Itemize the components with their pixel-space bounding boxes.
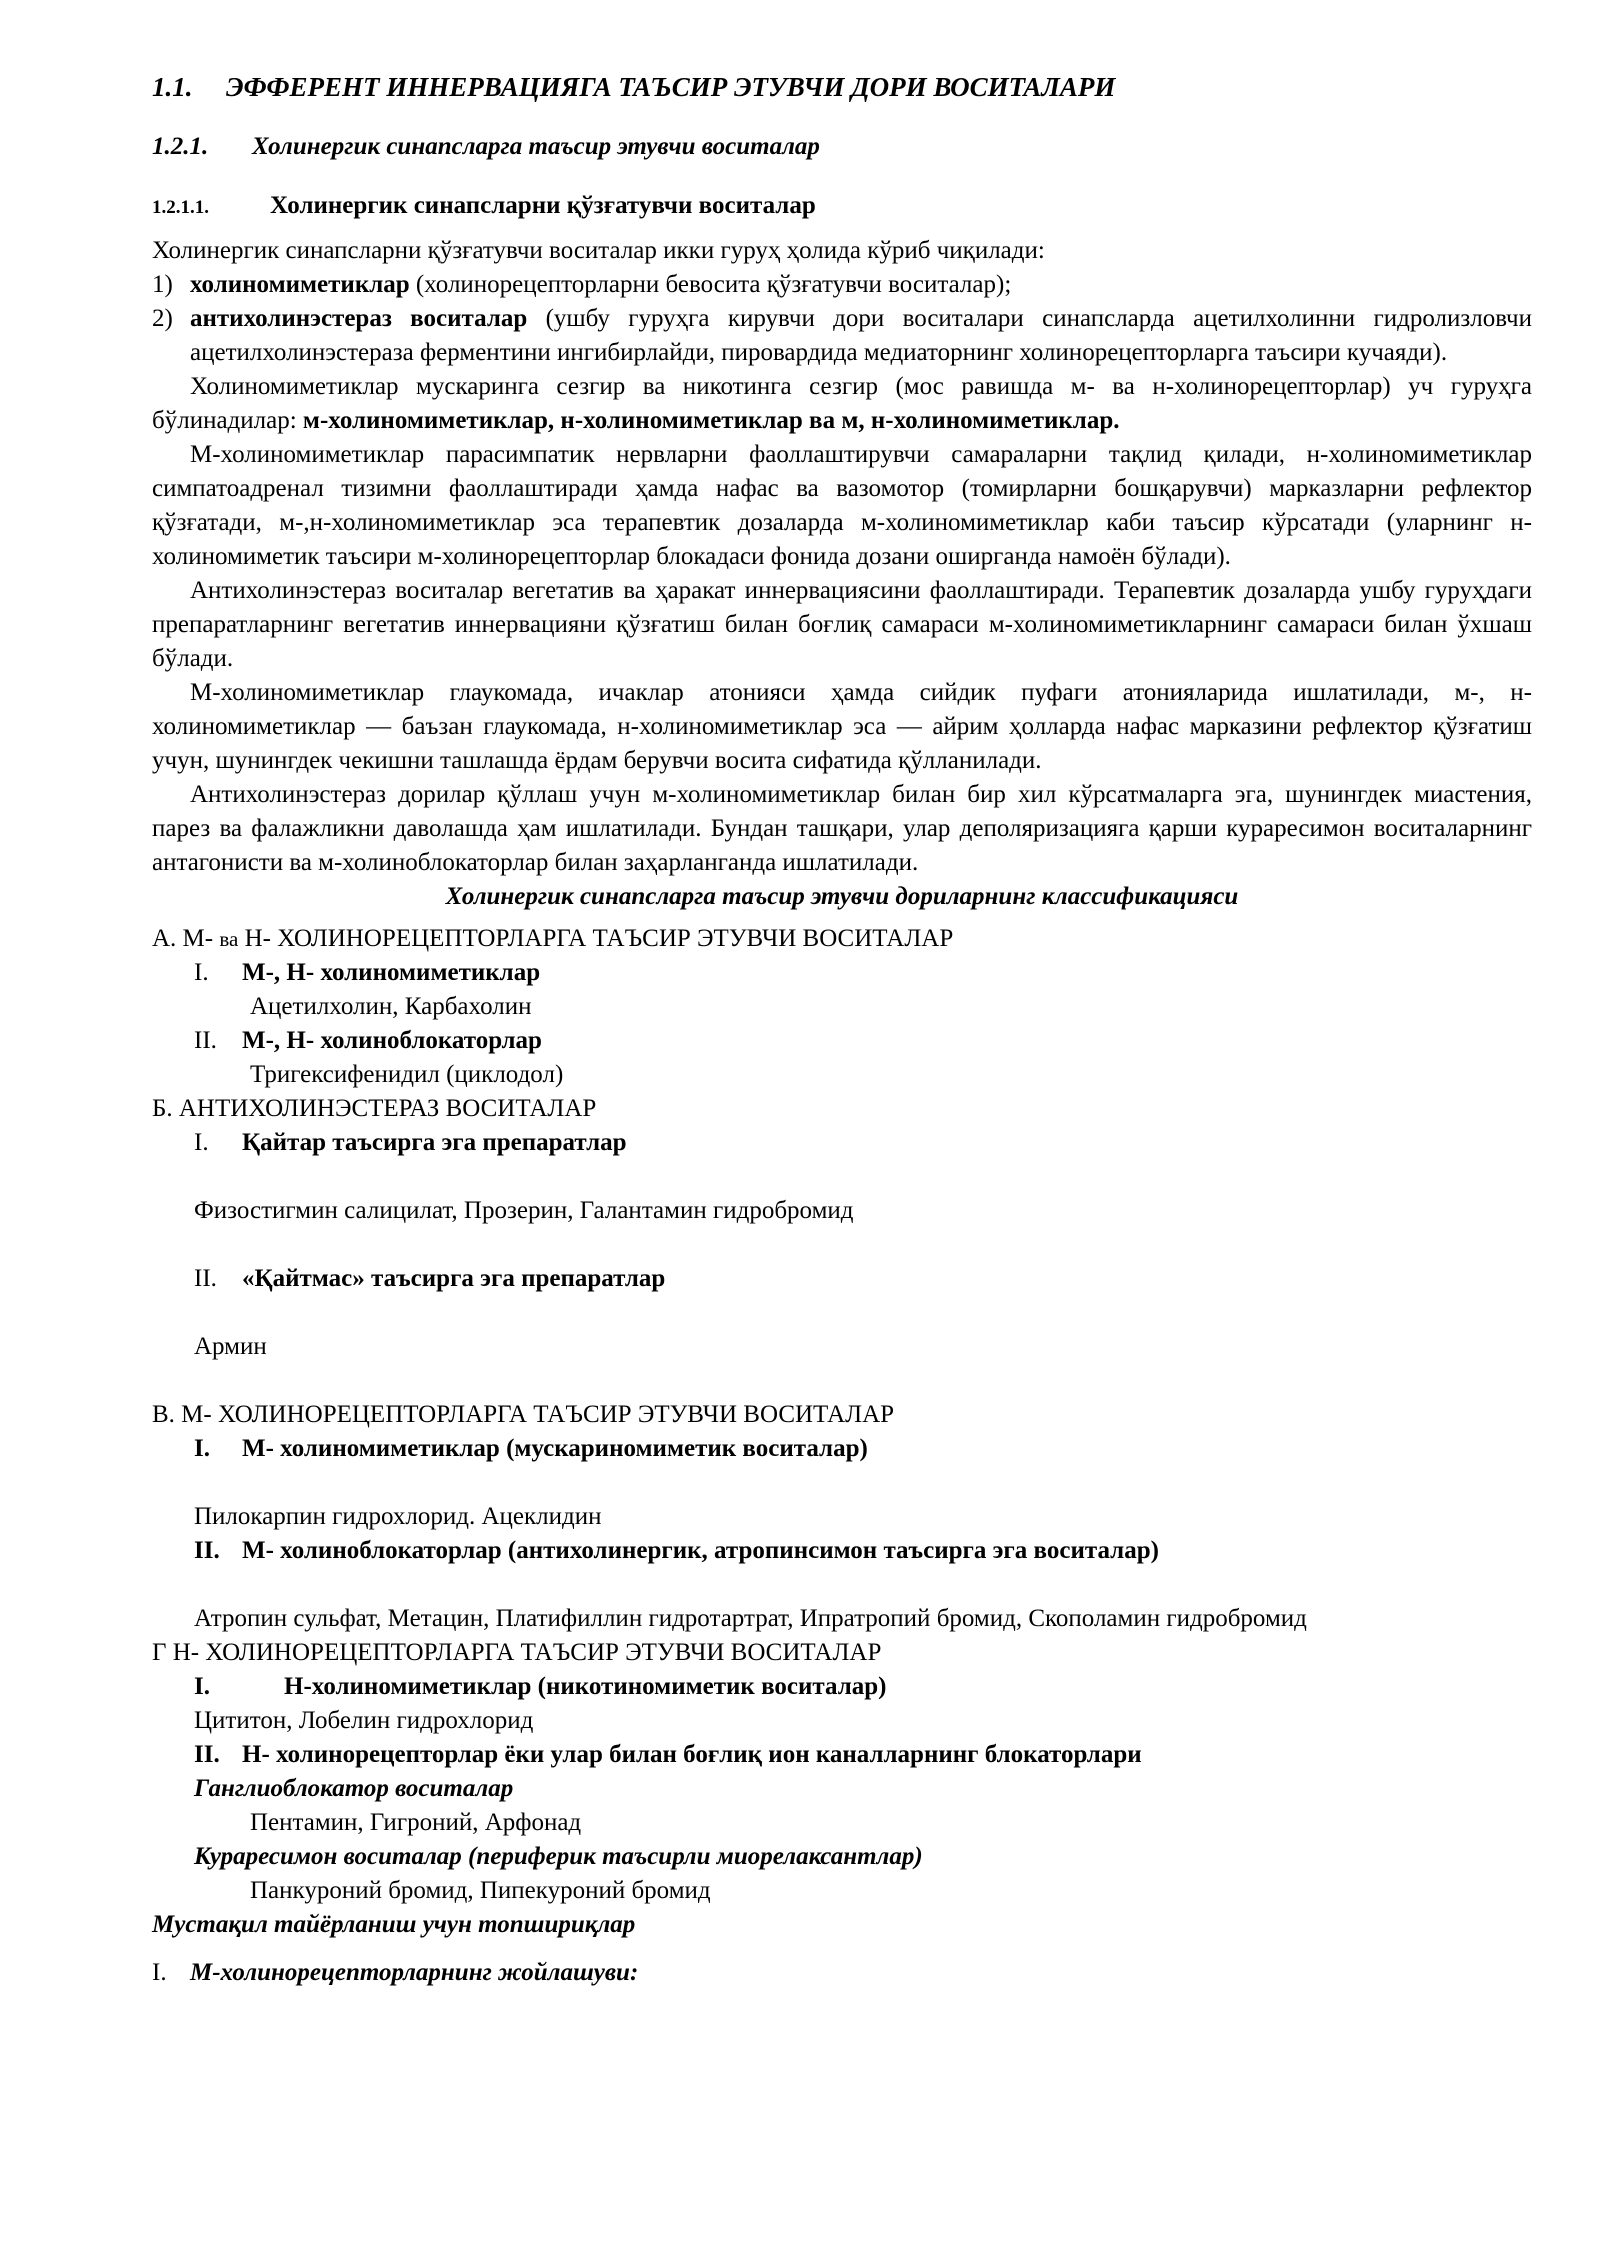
item-number: II.	[194, 1741, 220, 1769]
section-g-title: Г Н- ХОЛИНОРЕЦЕПТОРЛАРГА ТАЪСИР ЭТУВЧИ ВОСИТАЛАР	[152, 1639, 882, 1667]
section-v-item-1	[152, 1432, 1532, 1466]
section-g-item-1-drugs: Цититон, Лобелин гидрохлорид	[194, 1707, 534, 1735]
item-number: II.	[194, 1265, 217, 1293]
item-title: М- холиноблокаторлар (антихолинергик, атропинсимон таъсирга эга воситалар)	[242, 1537, 1159, 1565]
item-number: I.	[194, 959, 209, 987]
section-a-item-2-drugs: Тригексифенидил (циклодол)	[250, 1061, 564, 1089]
list-bold-term: антихолинэстераз воситалар	[190, 305, 528, 333]
section-a-title-post: Н- ХОЛИНОРЕЦЕПТОРЛАРГА ТАЪСИР ЭТУВЧИ ВОСИТАЛАР	[238, 925, 954, 953]
paragraph-2: М-холиномиметиклар парасимпатик нервларни фаоллаштирувчи самараларни тақлид қилади, н-холиномиметиклар симпатоадренал тизимни фаоллаштиради ҳамда нафас ва вазомотор (томирларни бошқарувчи) марказларни рефлектор қўзғатади, м-,н-холиномиметиклар эса терапевтик дозаларда м-холиномиметиклар каби таъсир кўрсатади (уларнинг н-холиномиметик таъсири м-холинорецепторлар блокадаси фонида дозани оширганда намоён бўлади).	[152, 441, 1532, 571]
item-number: II.	[194, 1027, 217, 1055]
task-1	[152, 1956, 1532, 1990]
task-number: I.	[152, 1959, 167, 1987]
paragraph-1-bold: м-холиномиметиклар, н-холиномиметиклар ва м, н-холиномиметиклар.	[302, 407, 1120, 435]
item-number: I.	[194, 1435, 210, 1463]
paragraph-1	[152, 370, 1532, 438]
item-title: М-, Н- холиноблокаторлар	[242, 1027, 542, 1055]
list-item	[152, 268, 1532, 302]
list-text: (холинорецепторларни бевосита қўзғатувчи воситалар);	[409, 271, 1012, 299]
list-number: 2)	[152, 305, 173, 333]
section-g-item-2	[152, 1738, 1532, 1772]
section-a-title-small: ва	[219, 927, 239, 952]
heading-3-number: 1.2.1.1.	[152, 196, 209, 218]
section-b-item-2-drugs: Армин	[194, 1333, 267, 1361]
section-g-sub-1-title: Ганглиоблокатор воситалар	[194, 1775, 514, 1803]
item-title: «Қайтмас» таъсирга эга препаратлар	[242, 1265, 666, 1293]
list-number: 1)	[152, 271, 173, 299]
paragraph-3: Антихолинэстераз воситалар вегетатив ва ҳаракат иннервациясини фаоллаштиради. Терапевтик дозаларда ушбу гуруҳдаги препаратларнинг вегетатив иннервацияни қўзғатиш билан боғлиқ самараси м-холиномиметикларнинг самараси билан ўхшаш бўлади.	[152, 577, 1532, 673]
paragraph-5: Антихолинэстераз дорилар қўллаш учун м-холиномиметиклар билан бир хил кўрсатмаларга эга, шунингдек миастения, парез ва фалажликни даволашда ҳам ишлатилади. Бундан ташқари, улар деполяризацияга қарши кураресимон воситаларнинг антагонисти ва м-холиноблокаторлар билан заҳарланганда ишлатилади.	[152, 781, 1532, 877]
section-g-sub-1-drugs: Пентамин, Гигроний, Арфонад	[250, 1809, 582, 1837]
item-number: I.	[194, 1673, 210, 1701]
item-title: Н- холинорецепторлар ёки улар билан боғлиқ ион каналларнинг блокаторлари	[242, 1741, 1142, 1769]
list-text: (ушбу гуруҳга кирувчи дори воситалари синапсларда ацетилхолинни гидролизловчи ацетилхолинэстераза ферментини ингибирлайди, пировардида медиаторнинг холинорецепторларга таъсири кучаяди).	[190, 305, 1532, 367]
heading-1	[152, 70, 1532, 105]
section-g-sub-2-drugs: Панкуроний бромид, Пипекуроний бромид	[250, 1877, 711, 1905]
item-title: Н-холиномиметиклар (никотиномиметик воситалар)	[284, 1673, 887, 1701]
section-b-item-1	[152, 1126, 1532, 1160]
heading-2	[152, 131, 1532, 164]
tasks-title: Мустақил тайёрланиш учун топшириқлар	[152, 1911, 636, 1939]
section-a-item-1	[152, 956, 1532, 990]
section-g-sub-2-title: Кураресимон воситалар (периферик таъсирли миорелаксантлар)	[194, 1843, 923, 1871]
section-v-title: В. М- ХОЛИНОРЕЦЕПТОРЛАРГА ТАЪСИР ЭТУВЧИ ВОСИТАЛАР	[152, 1401, 895, 1429]
item-number: I.	[194, 1129, 209, 1157]
task-title: М-холинорецепторларнинг жойлашуви:	[190, 1959, 639, 1987]
section-a-item-2	[152, 1024, 1532, 1058]
heading-1-text: ЭФФЕРЕНТ ИННЕРВАЦИЯГА ТАЪСИР ЭТУВЧИ ДОРИ ВОСИТАЛАРИ	[226, 72, 1116, 102]
heading-3	[152, 190, 1532, 223]
document-page	[152, 70, 1532, 1990]
section-a-title-pre: А. М-	[152, 925, 220, 953]
heading-2-text: Холинергик синапсларга таъсир этувчи воситалар	[252, 133, 820, 161]
item-title: М- холиномиметиклар (мускариномиметик воситалар)	[242, 1435, 868, 1463]
section-v-item-1-drugs: Пилокарпин гидрохлорид. Ацеклидин	[194, 1503, 602, 1531]
classification-title: Холинергик синапсларга таъсир этувчи дориларнинг классификацияси	[445, 883, 1239, 911]
section-a-title	[152, 922, 1532, 956]
paragraph-1-text: Холиномиметиклар мускаринга сезгир ва никотинга сезгир (мос равишда м- ва н-холинорецепторлар) уч гуруҳга бўлинадилар:	[152, 373, 1532, 435]
item-title: Қайтар таъсирга эга препаратлар	[242, 1129, 627, 1157]
heading-2-number: 1.2.1.	[152, 133, 209, 161]
section-g-item-1	[152, 1670, 1532, 1704]
section-b-title: Б. АНТИХОЛИНЭСТЕРАЗ ВОСИТАЛАР	[152, 1095, 597, 1123]
section-a-item-1-drugs: Ацетилхолин, Карбахолин	[250, 993, 532, 1021]
paragraph-4: М-холиномиметиклар глаукомада, ичаклар атонияси ҳамда сийдик пуфаги атонияларида ишлатилади, м-, н-холиномиметиклар — баъзан глаукомада, н-холиномиметиклар эса — айрим ҳолларда нафас марказини рефлектор қўзғатиш учун, шунингдек чекишни ташлашда ёрдам берувчи восита сифатида қўлланилади.	[152, 679, 1532, 775]
section-b-item-2	[152, 1262, 1532, 1296]
list-item	[152, 302, 1532, 370]
section-v-item-2-drugs: Атропин сульфат, Метацин, Платифиллин гидротартрат, Ипратропий бромид, Скополамин гидробромид	[194, 1605, 1307, 1633]
item-title: М-, Н- холиномиметиклар	[242, 959, 541, 987]
heading-1-number: 1.1.	[152, 72, 193, 102]
intro-paragraph: Холинергик синапсларни қўзғатувчи воситалар икки гуруҳ ҳолида кўриб чиқилади:	[152, 237, 1045, 265]
item-number: II.	[194, 1537, 220, 1565]
list-bold-term: холиномиметиклар	[190, 271, 410, 299]
section-b-item-1-drugs: Физостигмин салицилат, Прозерин, Галантамин гидробромид	[194, 1197, 854, 1225]
section-v-item-2	[152, 1534, 1532, 1568]
heading-3-text: Холинергик синапсларни қўзғатувчи воситалар	[270, 191, 816, 219]
